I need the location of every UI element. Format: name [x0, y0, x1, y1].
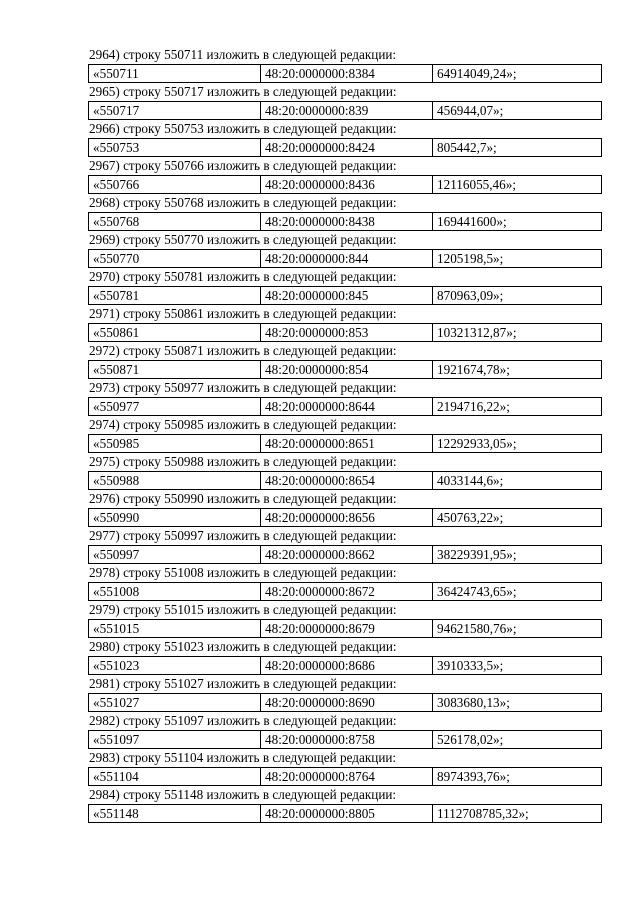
cadastral-number-cell: 48:20:0000000:845: [261, 287, 433, 305]
cadastral-number-cell: 48:20:0000000:8679: [261, 620, 433, 638]
row-number-cell: «550717: [89, 102, 261, 120]
cadastral-number-cell: 48:20:0000000:8758: [261, 731, 433, 749]
amendment-table-row: [88, 730, 602, 749]
amendment-heading: 2964) строку 550711 изложить в следующей редакции:: [89, 47, 397, 62]
amendment-table-row: [88, 767, 602, 786]
value-cell: 10321312,87»;: [433, 324, 602, 342]
cadastral-number-cell: 48:20:0000000:839: [261, 102, 433, 120]
row-number-cell: «550997: [89, 546, 261, 564]
amendment-table-row: [88, 212, 602, 231]
amendment-heading: 2980) строку 551023 изложить в следующей редакции:: [89, 639, 397, 654]
row-number-cell: «550990: [89, 509, 261, 527]
amendment-entry: [88, 601, 602, 638]
amendment-entry: [88, 342, 602, 379]
amendment-heading: 2976) строку 550990 изложить в следующей редакции:: [89, 491, 397, 506]
value-cell: 450763,22»;: [433, 509, 602, 527]
amendment-table-row: [88, 434, 602, 453]
amendment-table-row: [88, 138, 602, 157]
value-cell: 2194716,22»;: [433, 398, 602, 416]
amendment-table-row: [88, 619, 602, 638]
amendment-entry: [88, 786, 602, 823]
cadastral-number-cell: 48:20:0000000:8764: [261, 768, 433, 786]
amendment-heading: 2981) строку 551027 изложить в следующей редакции:: [89, 676, 397, 691]
amendment-heading: 2977) строку 550997 изложить в следующей редакции:: [89, 528, 397, 543]
amendment-entry: [88, 268, 602, 305]
amendment-table-row: [88, 656, 602, 675]
amendment-heading: 2984) строку 551148 изложить в следующей редакции:: [89, 787, 397, 802]
row-number-cell: «550766: [89, 176, 261, 194]
row-number-cell: «551097: [89, 731, 261, 749]
amendment-entry: [88, 712, 602, 749]
amendment-table-row: [88, 175, 602, 194]
cadastral-number-cell: 48:20:0000000:844: [261, 250, 433, 268]
value-cell: 12116055,46»;: [433, 176, 602, 194]
value-cell: 526178,02»;: [433, 731, 602, 749]
amendment-heading: 2973) строку 550977 изложить в следующей редакции:: [89, 380, 397, 395]
row-number-cell: «551148: [89, 805, 261, 823]
row-number-cell: «550871: [89, 361, 261, 379]
row-number-cell: «550770: [89, 250, 261, 268]
amendment-table-row: [88, 804, 602, 823]
value-cell: 456944,07»;: [433, 102, 602, 120]
cadastral-number-cell: 48:20:0000000:853: [261, 324, 433, 342]
value-cell: 3910333,5»;: [433, 657, 602, 675]
amendment-heading: 2978) строку 551008 изложить в следующей редакции:: [89, 565, 397, 580]
amendment-heading: 2974) строку 550985 изложить в следующей редакции:: [89, 417, 397, 432]
amendment-heading: 2983) строку 551104 изложить в следующей редакции:: [89, 750, 397, 765]
amendment-entry: [88, 490, 602, 527]
amendment-table-row: [88, 360, 602, 379]
cadastral-number-cell: 48:20:0000000:8690: [261, 694, 433, 712]
amendment-entry: [88, 305, 602, 342]
amendment-entry: [88, 638, 602, 675]
value-cell: 805442,7»;: [433, 139, 602, 157]
value-cell: 1205198,5»;: [433, 250, 602, 268]
row-number-cell: «550781: [89, 287, 261, 305]
amendment-heading: 2969) строку 550770 изложить в следующей редакции:: [89, 232, 397, 247]
amendment-entry: [88, 416, 602, 453]
amendment-heading: 2968) строку 550768 изложить в следующей редакции:: [89, 195, 397, 210]
amendment-table-row: [88, 397, 602, 416]
document-page: [88, 46, 602, 823]
amendment-entry: [88, 564, 602, 601]
value-cell: 94621580,76»;: [433, 620, 602, 638]
row-number-cell: «550711: [89, 65, 261, 83]
value-cell: 169441600»;: [433, 213, 602, 231]
cadastral-number-cell: 48:20:0000000:8436: [261, 176, 433, 194]
row-number-cell: «550988: [89, 472, 261, 490]
value-cell: 8974393,76»;: [433, 768, 602, 786]
amendment-entry: [88, 379, 602, 416]
amendment-entry: [88, 231, 602, 268]
cadastral-number-cell: 48:20:0000000:8644: [261, 398, 433, 416]
amendment-entry: [88, 453, 602, 490]
value-cell: 870963,09»;: [433, 287, 602, 305]
cadastral-number-cell: 48:20:0000000:8424: [261, 139, 433, 157]
row-number-cell: «551023: [89, 657, 261, 675]
cadastral-number-cell: 48:20:0000000:8805: [261, 805, 433, 823]
row-number-cell: «550861: [89, 324, 261, 342]
row-number-cell: «550768: [89, 213, 261, 231]
cadastral-number-cell: 48:20:0000000:8651: [261, 435, 433, 453]
cadastral-number-cell: 48:20:0000000:8662: [261, 546, 433, 564]
amendment-table-row: [88, 286, 602, 305]
value-cell: 38229391,95»;: [433, 546, 602, 564]
amendment-entry: [88, 120, 602, 157]
amendment-heading: 2971) строку 550861 изложить в следующей редакции:: [89, 306, 397, 321]
amendment-entry: [88, 83, 602, 120]
amendment-table-row: [88, 249, 602, 268]
amendment-table-row: [88, 64, 602, 83]
row-number-cell: «551015: [89, 620, 261, 638]
amendment-entry: [88, 157, 602, 194]
amendment-entry: [88, 527, 602, 564]
amendment-heading: 2970) строку 550781 изложить в следующей редакции:: [89, 269, 397, 284]
amendment-table-row: [88, 323, 602, 342]
amendment-entry: [88, 675, 602, 712]
cadastral-number-cell: 48:20:0000000:8438: [261, 213, 433, 231]
value-cell: 36424743,65»;: [433, 583, 602, 601]
value-cell: 1921674,78»;: [433, 361, 602, 379]
amendment-heading: 2975) строку 550988 изложить в следующей редакции:: [89, 454, 397, 469]
value-cell: 4033144,6»;: [433, 472, 602, 490]
row-number-cell: «550985: [89, 435, 261, 453]
amendment-heading: 2972) строку 550871 изложить в следующей редакции:: [89, 343, 397, 358]
amendment-table-row: [88, 693, 602, 712]
amendment-heading: 2967) строку 550766 изложить в следующей редакции:: [89, 158, 397, 173]
amendment-heading: 2966) строку 550753 изложить в следующей редакции:: [89, 121, 397, 136]
value-cell: 12292933,05»;: [433, 435, 602, 453]
cadastral-number-cell: 48:20:0000000:8672: [261, 583, 433, 601]
row-number-cell: «550977: [89, 398, 261, 416]
amendment-table-row: [88, 545, 602, 564]
amendment-entry: [88, 46, 602, 83]
cadastral-number-cell: 48:20:0000000:8656: [261, 509, 433, 527]
amendment-table-row: [88, 508, 602, 527]
amendment-entry: [88, 749, 602, 786]
row-number-cell: «551008: [89, 583, 261, 601]
amendment-table-row: [88, 582, 602, 601]
amendment-heading: 2979) строку 551015 изложить в следующей редакции:: [89, 602, 397, 617]
amendment-entry: [88, 194, 602, 231]
cadastral-number-cell: 48:20:0000000:8384: [261, 65, 433, 83]
row-number-cell: «551104: [89, 768, 261, 786]
amendment-heading: 2965) строку 550717 изложить в следующей редакции:: [89, 84, 397, 99]
cadastral-number-cell: 48:20:0000000:854: [261, 361, 433, 379]
amendment-heading: 2982) строку 551097 изложить в следующей редакции:: [89, 713, 397, 728]
value-cell: 64914049,24»;: [433, 65, 602, 83]
value-cell: 1112708785,32»;: [433, 805, 602, 823]
amendment-table-row: [88, 101, 602, 120]
row-number-cell: «551027: [89, 694, 261, 712]
cadastral-number-cell: 48:20:0000000:8654: [261, 472, 433, 490]
row-number-cell: «550753: [89, 139, 261, 157]
value-cell: 3083680,13»;: [433, 694, 602, 712]
amendment-table-row: [88, 471, 602, 490]
cadastral-number-cell: 48:20:0000000:8686: [261, 657, 433, 675]
